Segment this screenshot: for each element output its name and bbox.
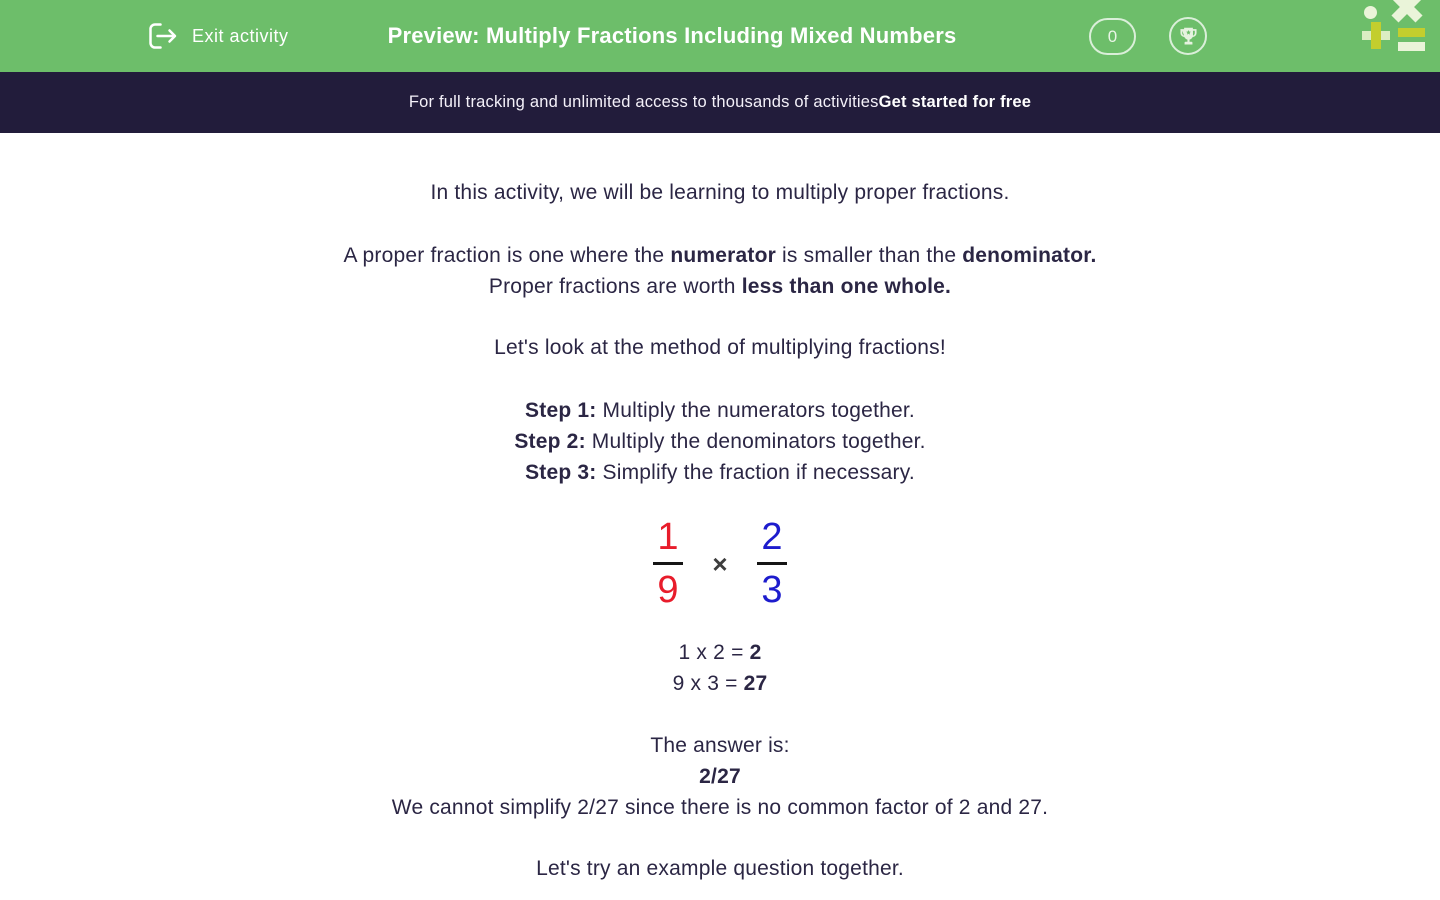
fraction-2-denominator: 3: [761, 569, 783, 611]
definition-line-2: [0, 271, 1440, 302]
step-line-3: [0, 457, 1440, 488]
exit-icon: [148, 22, 180, 50]
calc-line-2: [0, 668, 1440, 699]
exit-activity-button[interactable]: [148, 0, 289, 72]
step-text: Multiply the numerators together.: [596, 399, 915, 422]
calc-result: 2: [749, 641, 762, 664]
fraction-expression: [0, 515, 1440, 612]
intro-text: In this activity, we will be learning to multiply proper fractions.: [430, 181, 1010, 204]
lesson-content: [0, 133, 1440, 900]
logo-multiply-shape: [1383, 0, 1431, 31]
outro-text: Let's try an example question together.: [536, 857, 904, 880]
step-line-2: [0, 426, 1440, 457]
page-title: Preview: Multiply Fractions Including Mixed Numbers: [387, 23, 957, 48]
fraction-1: [646, 515, 690, 612]
promo-message: For full tracking and unlimited access to thousands of activities: [408, 93, 879, 111]
definition-text-segment: Proper fractions are worth: [488, 275, 742, 298]
denominator-term: denominator.: [962, 244, 1097, 267]
logo-plus-shape: [1362, 22, 1390, 49]
multiply-sign: ×: [712, 548, 728, 579]
definition-text: [0, 240, 1440, 302]
trophy-icon: [1178, 26, 1199, 47]
step-line-1: [0, 395, 1440, 426]
step-text: Simplify the fraction if necessary.: [596, 461, 915, 484]
app-header: [0, 0, 1440, 72]
step-label: Step 1:: [525, 399, 597, 422]
definition-text-segment: A proper fraction is one where the: [343, 244, 671, 267]
brand-logo: [1354, 0, 1436, 60]
exit-activity-label: Exit activity: [192, 25, 289, 46]
definition-text-segment: is smaller than the: [775, 244, 963, 267]
step-label: Step 2:: [514, 430, 586, 453]
trophy-button[interactable]: [1169, 17, 1207, 55]
answer-label: The answer is:: [650, 734, 790, 757]
fraction-2: [750, 515, 794, 612]
logo-equals-shape: [1398, 28, 1425, 51]
fraction-1-denominator: 9: [657, 569, 679, 611]
step-text: Multiply the denominators together.: [585, 430, 926, 453]
less-than-one-whole-term: less than one whole.: [741, 275, 952, 298]
calc-result: 27: [743, 672, 768, 695]
definition-line-1: [0, 240, 1440, 271]
answer-block: [0, 730, 1440, 823]
promo-banner: [0, 72, 1440, 133]
simplify-note: We cannot simplify 2/27 since there is no common factor of 2 and 27.: [391, 796, 1049, 819]
fraction-2-numerator: 2: [761, 516, 783, 558]
method-heading: Let's look at the method of multiplying fractions!: [494, 336, 946, 359]
step-label: Step 3:: [525, 461, 597, 484]
score-value: 0: [1107, 26, 1118, 46]
fraction-1-numerator: 1: [657, 516, 679, 558]
fraction-2-bar: [757, 562, 787, 565]
answer-value: 2/27: [699, 765, 741, 788]
get-started-link[interactable]: Get started for free: [878, 93, 1032, 111]
score-counter: [1089, 18, 1136, 55]
calc-line-1: [0, 637, 1440, 668]
numerator-term: numerator: [670, 244, 776, 267]
logo-dot-shape: [1364, 6, 1377, 19]
calc-equation: 1 x 2 =: [678, 641, 750, 664]
steps-list: [0, 395, 1440, 488]
calc-equation: 9 x 3 =: [672, 672, 744, 695]
calculation-lines: [0, 637, 1440, 699]
fraction-1-bar: [653, 562, 683, 565]
